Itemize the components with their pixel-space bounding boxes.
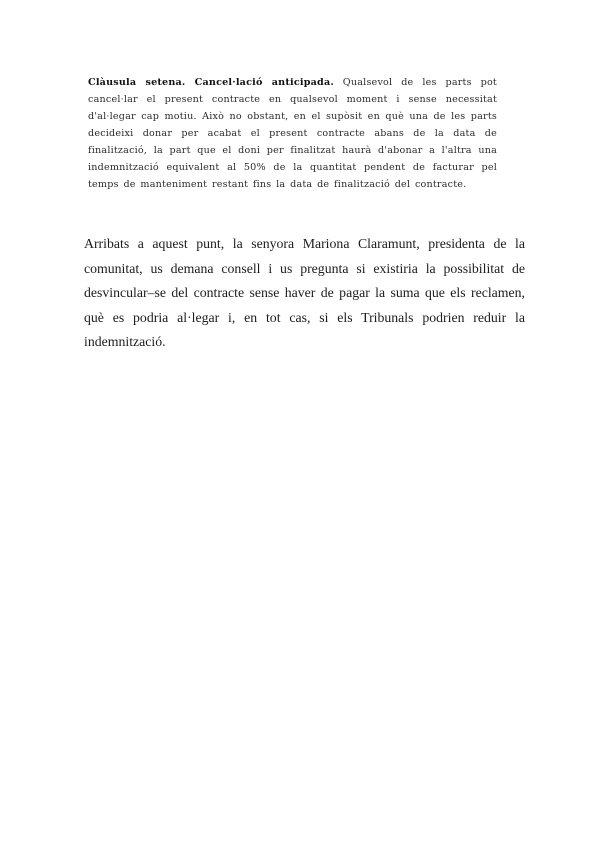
scanned-contract-clause: [88, 74, 497, 193]
clause-title: Clàusula setena. Cancel·lació anticipada.: [88, 77, 334, 88]
clause-body-text: Qualsevol de les parts pot cancel·lar el present contracte en qualsevol moment i sense necessitat d'al·legar cap motiu. Això no obstant, en el supòsit en què una de les parts decideixi donar per acabat el present contracte abans de la data de finalització, la part que el doni per finalitzat haurà d'abonar a l'altra una indemnització equivalent al 50% de la quantitat pendent de facturar pel temps de manteniment restant fins la data de finalització del contracte.: [88, 77, 497, 190]
question-paragraph: Arribats a aquest punt, la senyora Mariona Claramunt, presidenta de la comunitat, us demana consell i us pregunta si existiria la possibilitat de desvincular–se del contracte sense haver de pagar la suma que els reclamen, què es podria al·legar i, en tot cas, si els Tribunals podrien reduir la indemnització.: [84, 236, 525, 349]
